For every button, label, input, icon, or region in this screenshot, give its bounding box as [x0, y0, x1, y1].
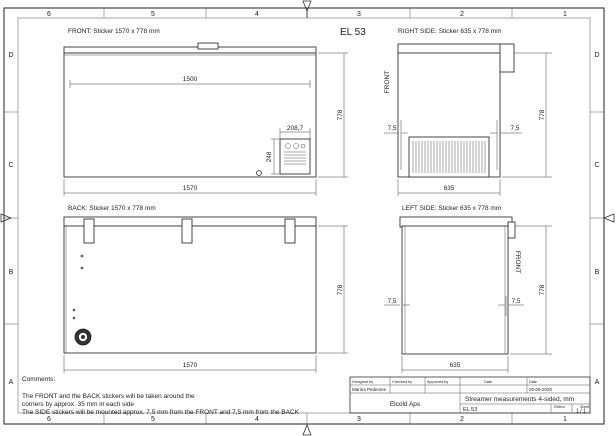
- col-label: 6: [47, 416, 51, 423]
- front-lid: [64, 47, 316, 53]
- front-dim-inner-width: 1500: [182, 76, 198, 83]
- comments-line: The SIDE stickers will be mounted approx. 7,5 mm from the FRONT and 7,5 mm from the BACK: [22, 409, 299, 416]
- date-label: Date: [484, 380, 493, 384]
- col-label: 5: [151, 11, 155, 18]
- col-label: 4: [255, 416, 259, 423]
- drawing-title: Streamer measurements 4-sided, mm: [465, 396, 575, 403]
- date-value: 20-09-2020: [529, 387, 553, 392]
- drawing-number: EL 53: [463, 407, 478, 413]
- back-dim-height: 778: [337, 284, 344, 296]
- back-view: [64, 205, 348, 373]
- control-panel: [280, 139, 310, 174]
- row-label: B: [8, 269, 14, 276]
- col-label: 1: [563, 11, 567, 18]
- row-label: B: [594, 269, 600, 276]
- front-dim-height: 778: [337, 109, 344, 121]
- sheet-label: Sheet: [580, 405, 590, 409]
- col-label: 5: [151, 416, 155, 423]
- left-side-dim-left-margin: 7,5: [387, 298, 397, 305]
- right-side-dim-right-margin: 7,5: [510, 125, 520, 132]
- left-side-lid: [400, 217, 512, 227]
- sheet-value: 1 / 1: [576, 408, 586, 415]
- comments: [22, 376, 300, 416]
- back-dim-width: 1570: [182, 362, 198, 369]
- left-side-dim-height: 778: [539, 284, 546, 296]
- right-side-front-tag: FRONT: [384, 70, 391, 94]
- col-label: 3: [357, 11, 361, 18]
- right-side-lid: [398, 44, 502, 54]
- hinge: [285, 219, 295, 243]
- col-label: 3: [357, 416, 361, 423]
- right-side-dim-left-margin: 7,5: [387, 125, 397, 132]
- left-side-front-tag: FRONT: [514, 250, 521, 274]
- col-label: 1: [563, 416, 567, 423]
- front-dim-width: 1570: [182, 185, 198, 192]
- date-label: Date: [529, 380, 538, 384]
- back-cabinet: [64, 226, 316, 353]
- comments-line: corners by approx. 35 mm in each side: [22, 401, 134, 408]
- back-view-label: BACK: Sticker 1570 x 778 mm: [68, 205, 156, 212]
- col-label: 6: [47, 11, 51, 18]
- col-label: 2: [460, 11, 464, 18]
- row-label: C: [8, 162, 14, 169]
- col-label: 4: [255, 11, 259, 18]
- approved-by-label: Approved by: [427, 380, 449, 384]
- company-name: Elcold Aps: [389, 401, 421, 408]
- edition-label: Edition: [554, 405, 565, 409]
- right-side-view: [384, 28, 552, 196]
- fan-icon: [75, 329, 91, 345]
- col-label: 2: [460, 416, 464, 423]
- row-label: D: [594, 52, 600, 59]
- checked-by-label: Checked by: [392, 380, 413, 384]
- front-view-label: FRONT: Sticker 1570 x 778 mm: [68, 28, 160, 35]
- comments-heading: Comments:: [22, 376, 56, 383]
- sheet-title: EL 53: [340, 27, 366, 38]
- right-side-label: RIGHT SIDE: Sticker 635 x 778 mm: [398, 28, 502, 35]
- grid-row-labels-right: [594, 52, 599, 386]
- left-side-dim-width: 635: [449, 362, 461, 369]
- designer-name: Marina Pedersen: [352, 387, 387, 392]
- left-side-label: LEFT SIDE: Sticker 635 x 778 mm: [402, 205, 502, 212]
- front-lid-handle: [198, 43, 218, 49]
- hinge: [84, 219, 94, 243]
- row-label: C: [594, 162, 600, 169]
- left-side-dim-right-margin: 7,5: [511, 298, 521, 305]
- title-block: [350, 377, 590, 415]
- left-side-body: [402, 226, 508, 354]
- front-view: [64, 28, 348, 196]
- designed-by-label: Designed by: [352, 380, 374, 384]
- hinge: [182, 219, 192, 243]
- right-side-dim-height: 778: [539, 109, 546, 121]
- front-dim-panel-width: 208,7: [286, 125, 304, 132]
- row-label: A: [8, 379, 14, 386]
- row-label: D: [8, 52, 14, 59]
- front-cabinet: [64, 53, 316, 177]
- row-label: A: [594, 379, 600, 386]
- right-side-dim-width: 635: [443, 185, 455, 192]
- left-side-view: [384, 205, 552, 373]
- front-dim-panel-height: 248: [266, 151, 273, 163]
- comments-line: The FRONT and the BACK stickers will be taken around the: [22, 393, 195, 400]
